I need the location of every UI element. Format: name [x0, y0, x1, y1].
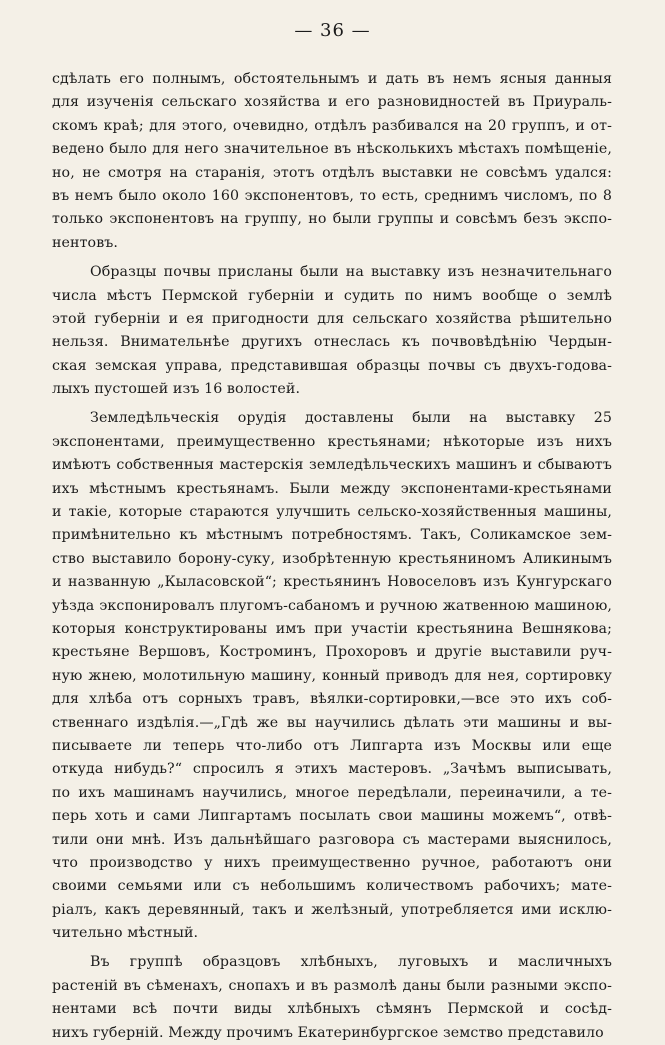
text-line: и такіе, которые стараются улучшить сельско-хозяйственныя машины, [52, 504, 612, 521]
text-line: растеній въ сѣменахъ, снопахъ и въ размолѣ даны были разными экспо- [52, 977, 612, 994]
text-line: для изученія сельскаго хозяйства и его разновидностей въ Приураль- [52, 94, 612, 111]
text-line: чительно мѣстный. [52, 925, 199, 942]
text-line: скомъ краѣ; для этого, очевидно, отдѣлъ разбивался на 20 группъ, и от- [52, 117, 612, 134]
text-line: ную жнею, молотильную машину, конный приводъ для нея, сортировку [52, 667, 612, 684]
text-line: крестьяне Вершовъ, Костроминъ, Прохоровъ и другіе выставили руч- [52, 644, 612, 661]
paragraph [52, 261, 612, 401]
text-line: перь хоть и сами Липгартамъ посылать свои машины можемъ“, отвѣ- [52, 808, 612, 825]
paragraph [52, 951, 612, 1045]
text-line: ріалъ, какъ деревянный, такъ и желѣзный, употребляется ими исклю- [52, 901, 612, 918]
text-line: нихъ губерній. Между прочимъ Екатеринбургское земство представило [52, 1024, 604, 1041]
text-line: ственнаго издѣлія.—„Гдѣ же вы научились дѣлать эти машины и вы- [52, 714, 612, 731]
text-line: и названную „Кыласовской“; крестьянинъ Новоселовъ изъ Кунгурскаго [52, 574, 612, 591]
text-line: Образцы почвы присланы были на выставку изъ незначительнаго [90, 264, 612, 281]
text-line: ихъ мѣстнымъ крестьянамъ. Были между экспонентами-крестьянами [52, 480, 612, 497]
text-line: примѣнительно къ мѣстнымъ потребностямъ. Такъ, Соликамское зем- [52, 527, 612, 544]
text-line: что производство у нихъ преимущественно ручное, работаютъ они [52, 854, 612, 871]
text-line: лыхъ пустошей изъ 16 волостей. [52, 381, 301, 398]
text-line: но, не смотря на старанія, этотъ отдѣлъ выставки не совсѣмъ удался: [52, 164, 612, 181]
text-line: ство выставило борону-суку, изобрѣтенную крестьяниномъ Аликинымъ [52, 550, 612, 567]
text-line: только экспонентовъ на группу, но были группы и совсѣмъ безъ экспо- [52, 211, 612, 228]
text-line: по ихъ машинамъ научились, многое передѣлали, переиначили, а те- [52, 784, 612, 801]
text-line: имѣютъ собственныя мастерскія земледѣльческихъ машинъ и сбываютъ [52, 457, 612, 474]
text-line: тили они мнѣ. Изъ дальнѣйшаго разговора съ мастерами выяснилось, [52, 831, 612, 848]
text-line: нентовъ. [52, 234, 119, 251]
text-line: своими семьями или съ небольшимъ количествомъ рабочихъ; мате- [52, 878, 612, 895]
text-line: для хлѣба отъ сорныхъ травъ, вѣялки-сортировки,—все это ихъ соб- [52, 691, 612, 708]
text-line: этой губерніи и ея пригодности для сельскаго хозяйства рѣшительно [52, 310, 612, 327]
text-line: числа мѣстъ Пермской губерніи и судить по нимъ вообще о землѣ [52, 287, 612, 304]
paragraph [52, 407, 612, 945]
paragraph [52, 68, 612, 255]
text-line: сдѣлать его полнымъ, обстоятельнымъ и дать въ немъ ясныя данныя [52, 71, 612, 87]
text-line: Земледѣльческія орудія доставлены были на выставку 25 [90, 410, 612, 427]
text-line: нентами всѣ почти виды хлѣбныхъ сѣмянъ Пермской и сосѣд- [52, 1001, 612, 1018]
text-line: ведено было для него значительное въ нѣсколькихъ мѣстахъ помѣщеніе, [52, 141, 612, 158]
body-text [52, 68, 612, 1045]
text-line: уѣзда экспонировалъ плугомъ-сабаномъ и ручною жатвенною машиною, [52, 597, 612, 614]
text-line: Въ группѣ образцовъ хлѣбныхъ, луговыхъ и масличныхъ [90, 954, 612, 971]
text-line: въ немъ было около 160 экспонентовъ, то есть, среднимъ числомъ, по 8 [52, 187, 612, 204]
text-line: экспонентами, преимущественно крестьянами; нѣкоторые изъ нихъ [52, 433, 612, 450]
text-line: откуда нибудь?“ спросилъ я этихъ мастеровъ. „Зачѣмъ выписывать, [52, 761, 612, 778]
text-line: которыя конструктированы имъ при участіи крестьянина Вешнякова; [52, 620, 612, 637]
text-line: нельзя. Внимательнѣе другихъ отнеслась къ почвовѣдѣнію Чердын- [52, 334, 612, 351]
text-line: писываете ли теперь что-либо отъ Липгарта изъ Москвы или еще [52, 737, 612, 754]
text-line: ская земская управа, представившая образцы почвы съ двухъ-годова- [52, 357, 612, 374]
page-number: — 36 — [294, 20, 371, 41]
